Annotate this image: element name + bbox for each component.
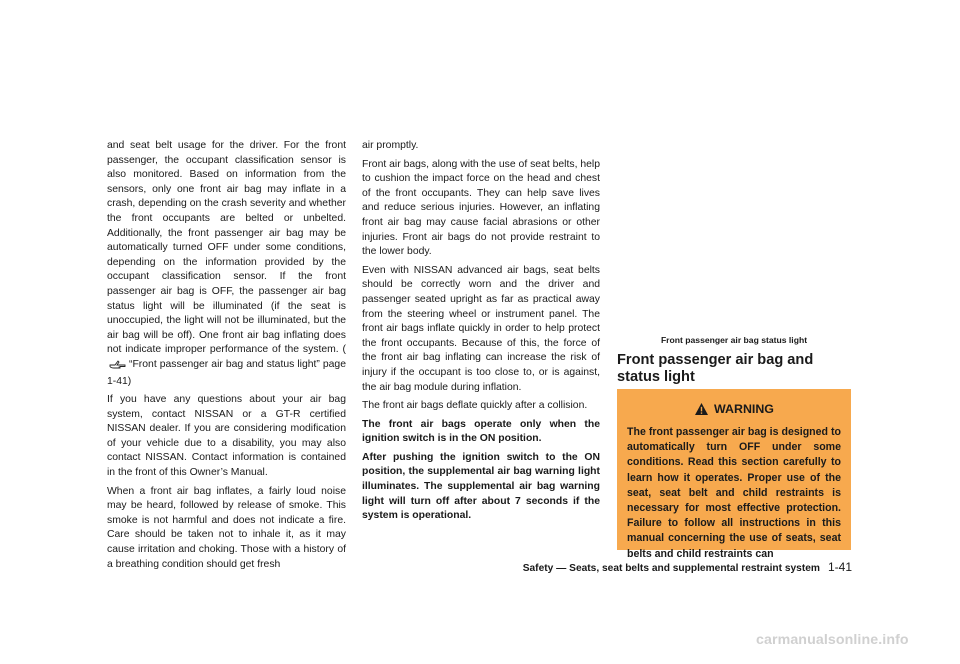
- warning-title: [617, 401, 851, 417]
- text-column-2: [362, 139, 600, 528]
- text-column-1: [107, 139, 346, 576]
- paragraph-text: and seat belt usage for the driver. For the front passenger, the occupant classification sensor is also monitored. Based on information from the sensors, only one front air bag may inflate in a crash, depending on the crash severity and whether the front occupants are belted or unbelted. Additionally, the front passenger air bag may be automatically turned OFF under some conditions, depending on the information provided by the occupant classification sensor. If the front passenger air bag is OFF, the passenger air bag status light will be illuminated (if the seat is unoccupied, the light will not be illuminated, but the air bag will be off). One front air bag inflating does not indicate improper performance of the system. (: [107, 140, 346, 356]
- warning-text: The front passenger air bag is designed to automatically turn OFF under some conditions. Read this section carefully to learn how it operates. Proper use of the seat, seat belt and child restraints is necessary for most effective protection. Failure to follow all instructions in this manual concerning the use of seats, seat belts and child restraints can: [627, 426, 841, 560]
- paragraph: [107, 139, 346, 389]
- warning-title-text: WARNING: [714, 402, 774, 416]
- paragraph: Front air bags, along with the use of seat belts, help to cushion the impact force on the head and chest of the front occupants. They can help save lives and reduce serious injuries. However, an inflating front air bag may cause facial abrasions or other injuries. Front air bags do not provide restraint to the lower body.: [362, 158, 600, 258]
- section-heading: Front passenger air bag and status light: [617, 352, 814, 385]
- paragraph: Even with NISSAN advanced air bags, seat belts should be correctly worn and the driver and passenger seated upright as far as practical away from the steering wheel or instrument panel. The front air bags inflate quickly in order to help protect the front occupants. Because of this, the force of the front air bag inflating can increase the risk of injury if the occupant is too close to, or is against, the air bag module during inflation.: [362, 264, 600, 393]
- paragraph: air promptly.: [362, 140, 419, 151]
- reference-hand-icon: [109, 359, 127, 375]
- warning-box: [617, 389, 851, 560]
- paragraph: When a front air bag inflates, a fairly loud noise may be heard, followed by release of smoke. This smoke is not harmful and does not indicate a fire. Care should be taken not to inhale it, as it may cause irritation and choking. Those with a history of a breathing condition should get fresh: [107, 485, 346, 570]
- figure-caption: Front passenger air bag status light: [660, 335, 808, 345]
- bold-paragraph: After pushing the ignition switch to the ON position, the supplemental air bag warning light illuminates. The supplemental air bag warning light will turn off after about 7 seconds if the system is operational.: [362, 451, 600, 522]
- warning-triangle-icon: [694, 402, 709, 416]
- footer-section-title: Safety — Seats, seat belts and supplemental restraint system: [522, 563, 820, 574]
- page-footer: [494, 560, 852, 574]
- paragraph: The front air bags deflate quickly after a collision.: [362, 400, 588, 412]
- paragraph: If you have any questions about your air bag system, contact NISSAN or a GT-R certified NISSAN dealer. If you are considering modification of your vehicle due to a disability, you may also contact NISSAN. Contact information is contained in the front of this Owner’s Manual.: [107, 394, 346, 479]
- cross-reference-link[interactable]: “Front passenger air bag and status light” page 1-41): [107, 358, 346, 387]
- bold-paragraph: The front air bags operate only when the ignition switch is in the ON position.: [362, 418, 600, 445]
- page-number: 1-41: [827, 560, 852, 574]
- watermark: carmanualsonline.info: [756, 632, 909, 648]
